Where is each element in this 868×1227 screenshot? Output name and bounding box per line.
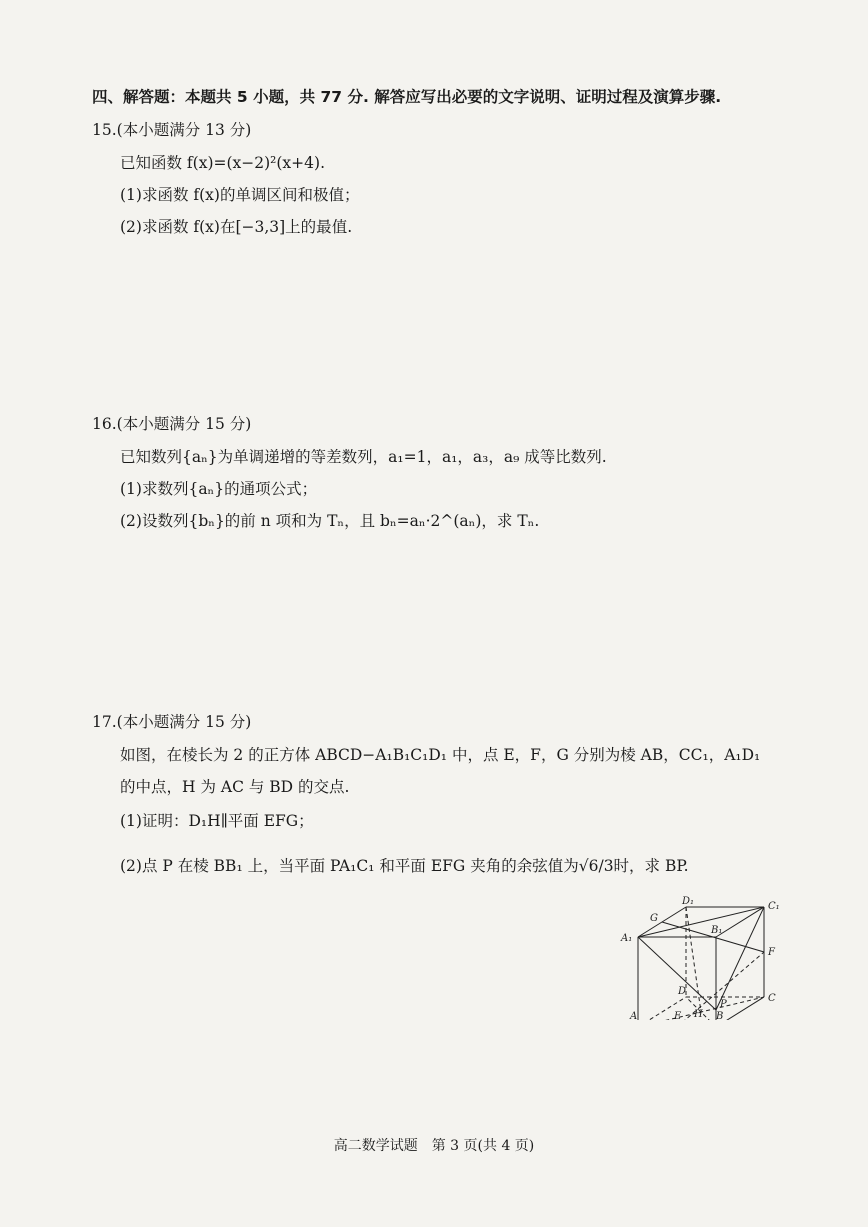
cube-figure [618,895,788,1020]
label-B1: B₁ [711,925,723,936]
q17-part1: (1)证明：D₁H∥平面 EFG； [120,812,314,830]
q17-stem-line1: 如图，在棱长为 2 的正方体 ABCD−A₁B₁C₁D₁ 中，点 E，F，G 分别为棱 AB，CC₁，A₁D₁ [120,746,761,764]
label-A: A [630,1011,638,1020]
q16-part1: (1)求数列{aₙ}的通项公式； [120,480,318,498]
label-D1: D₁ [682,896,695,907]
label-A1: A₁ [621,933,633,944]
label-D: D [678,986,687,997]
label-H: H [694,1009,703,1020]
section-title: 四、解答题：本题共 5 小题，共 77 分. 解答应写出必要的文字说明、证明过程及演算步骤. [92,88,722,106]
label-G: G [650,913,658,924]
q16-header: 16.(本小题满分 15 分) [92,415,252,433]
label-B: B [716,1011,724,1020]
label-C: C [768,993,776,1004]
q15-part1: (1)求函数 f(x)的单调区间和极值； [120,186,360,204]
label-C1: C₁ [768,901,780,912]
q16-stem: 已知数列{aₙ}为单调递增的等差数列，a₁=1，a₁，a₃，a₉ 成等比数列. [120,448,607,466]
q17-header: 17.(本小题满分 15 分) [92,713,252,731]
q17-part2: (2)点 P 在棱 BB₁ 上，当平面 PA₁C₁ 和平面 EFG 夹角的余弦值为√6/3时，求 BP. [120,857,689,875]
q15-header: 15.(本小题满分 13 分) [92,121,252,139]
label-P: P [720,999,727,1010]
q17-stem-line2: 的中点，H 为 AC 与 BD 的交点. [120,778,350,796]
q15-stem: 已知函数 f(x)=(x−2)²(x+4). [120,154,325,172]
label-E: E [674,1011,682,1020]
q16-part2: (2)设数列{bₙ}的前 n 项和为 Tₙ，且 bₙ=aₙ·2^(aₙ)，求 Tₙ. [120,512,540,530]
page-footer: 高二数学试题 第 3 页(共 4 页) [333,1138,535,1154]
q15-part2: (2)求函数 f(x)在[−3,3]上的最值. [120,218,353,236]
label-F: F [768,947,775,958]
